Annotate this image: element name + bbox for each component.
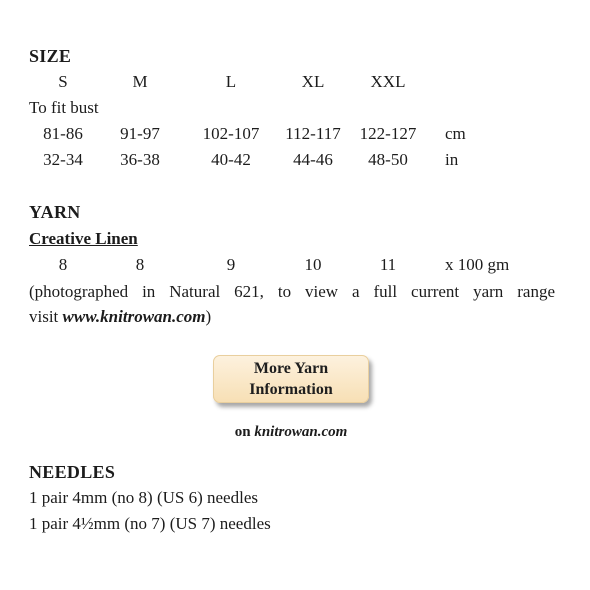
size-label: XL <box>301 72 325 91</box>
knitrowan-link[interactable]: www.knitrowan.com <box>62 307 206 326</box>
yarn-heading: YARN <box>29 202 81 222</box>
on-knitrowan-caption <box>235 424 348 441</box>
cm-unit: cm <box>445 124 466 143</box>
yarn-quantity: 8 <box>58 255 68 274</box>
size-label: S <box>58 72 68 91</box>
more-yarn-information-button[interactable] <box>213 355 369 403</box>
size-label: L <box>225 72 237 91</box>
size-label: XXL <box>370 72 406 91</box>
size-in-value: 40-42 <box>211 150 251 169</box>
yarn-note-suffix: ) <box>205 307 212 326</box>
size-cm-value: 122-127 <box>359 124 417 143</box>
in-unit: in <box>445 150 459 169</box>
more-yarn-information-label: More Yarn Information <box>249 360 333 398</box>
yarn-note-prefix: visit <box>29 307 63 326</box>
size-cm-value: 91-97 <box>120 124 160 143</box>
needle-line: 1 pair 4mm (no 8) (US 6) needles <box>29 488 258 507</box>
yarn-quantity: 11 <box>379 255 397 274</box>
yarn-quantity-unit: x 100 gm <box>445 255 510 274</box>
size-label: M <box>132 72 148 91</box>
size-in-value: 48-50 <box>368 150 408 169</box>
yarn-quantity: 9 <box>226 255 236 274</box>
size-cm-value: 112-117 <box>285 124 341 143</box>
on-prefix: on <box>234 424 255 440</box>
yarn-quantity: 10 <box>304 255 322 274</box>
needle-line: 1 pair 4½mm (no 7) (US 7) needles <box>29 514 271 533</box>
yarn-quantity: 8 <box>135 255 145 274</box>
size-heading: SIZE <box>29 46 72 66</box>
yarn-name: Creative Linen <box>29 229 138 248</box>
yarn-note-line2 <box>29 307 211 327</box>
fit-bust-label: To fit bust <box>29 98 99 117</box>
needles-heading: NEEDLES <box>29 462 116 482</box>
size-cm-value: 81-86 <box>43 124 83 143</box>
yarn-note-line1: (photographed in Natural 621, to view a full current yarn range <box>29 282 555 301</box>
size-in-value: 36-38 <box>120 150 160 169</box>
on-site: knitrowan.com <box>254 424 348 440</box>
size-in-value: 44-46 <box>293 150 333 169</box>
size-in-value: 32-34 <box>43 150 83 169</box>
size-cm-value: 102-107 <box>202 124 260 143</box>
